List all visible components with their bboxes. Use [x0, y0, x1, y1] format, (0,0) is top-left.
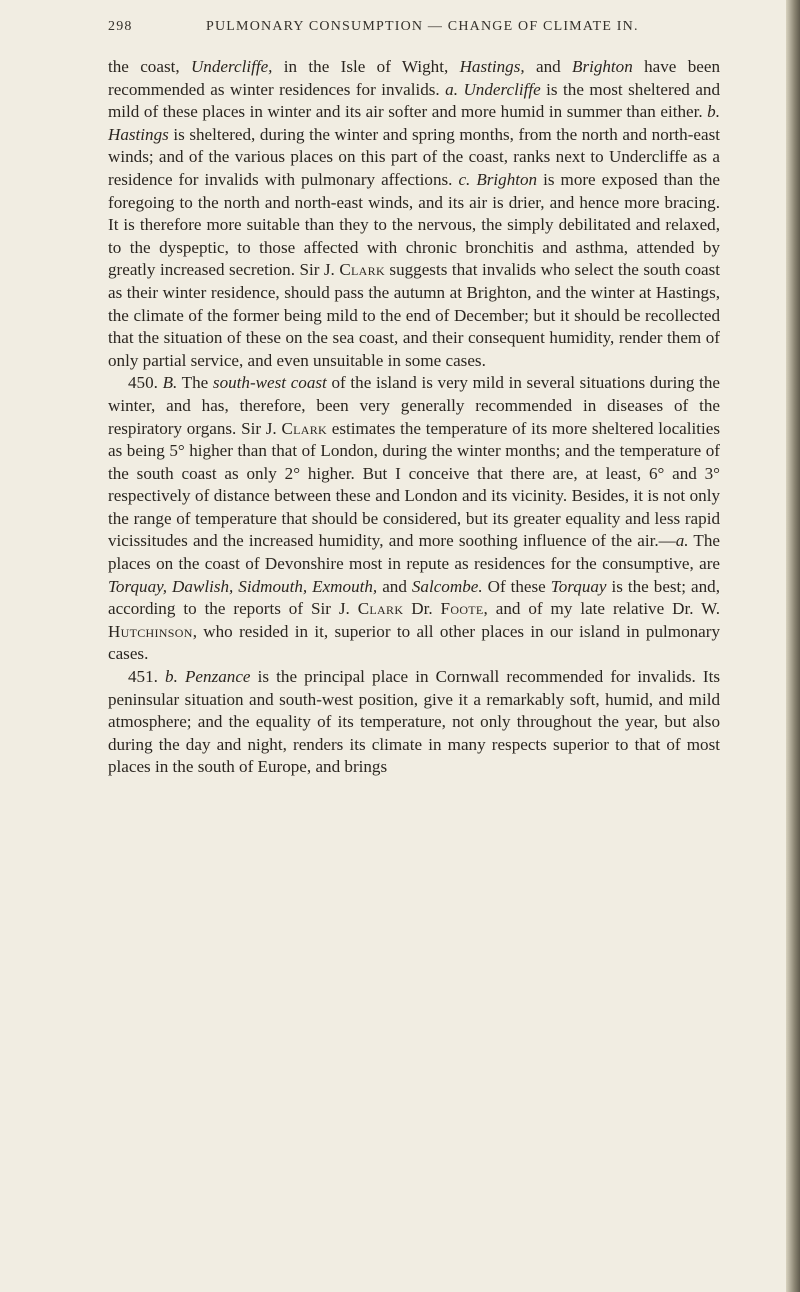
paragraph-450: 450. B. The south-west coast of the island is very mild in several situations during the winter, and has, therefore, been very generally recommended in diseases of the respiratory organs. Sir J. Clark estimates the temperature of its more sheltered localities as being 5° higher than that of London, during the winter months; and the temperature of the south coast as only 2° higher. But I conceive that there are, at least, 6° and 3° respectively of distance between these and London and its vicinity. Besides, it is not only the range of temperature that should be considered, but its greater equality and less rapid vicissitudes and the increased humidity, and more soothing influence of the air.—a. The places on the coast of Devonshire most in repute as residences for the consumptive, are Torquay, Dawlish, Sidmouth, Exmouth, and Salcombe. Of these Torquay is the best; and, according to the reports of Sir J. Clark Dr. Foote, and of my late relative Dr. W. Hutchinson, who resided in it, superior to all other places in our island in pulmonary cases.: [108, 373, 721, 664]
paragraph-451: 451. b. Penzance is the principal place in Cornwall recommended for invalids. Its peninsular situation and south-west position, give it a remarkably soft, humid, and mild atmosphere; and the equality of its temperature, not only throughout the year, but also during the day and night, renders its climate in many respects superior to that of most places in the south of Europe, and brings: [108, 667, 721, 777]
body-text: [108, 56, 720, 779]
running-head: PULMONARY CONSUMPTION — CHANGE OF CLIMATE IN.: [206, 19, 639, 34]
page-edge-shadow: [786, 0, 800, 1292]
page-number: 298: [108, 19, 133, 34]
page-header: [108, 19, 728, 41]
paragraph-continuation: the coast, Undercliffe, in the Isle of Wight, Hastings, and Brighton have been recommended as winter residences for invalids. a. Undercliffe is the most sheltered and mild of these places in winter and its air softer and more humid in summer than either. b. Hastings is sheltered, during the winter and spring months, from the north and north-east winds; and of the various places on this part of the coast, ranks next to Undercliffe as a residence for invalids with pulmonary affections. c. Brighton is more exposed than the foregoing to the north and north-east winds, and its air is drier, and hence more bracing. It is therefore more suitable than they to the nervous, the simply debilitated and relaxed, to the dyspeptic, to those affected with chronic bronchitis and asthma, attended by greatly increased secretion. Sir J. Clark suggests that invalids who select the south coast as their winter residence, should pass the autumn at Brighton, and the winter at Hastings, the climate of the former being mild to the end of December; but it should be recollected that the situation of these on the sea coast, and their consequent humidity, render them of only partial service, and even unsuitable in some cases.: [108, 57, 721, 370]
